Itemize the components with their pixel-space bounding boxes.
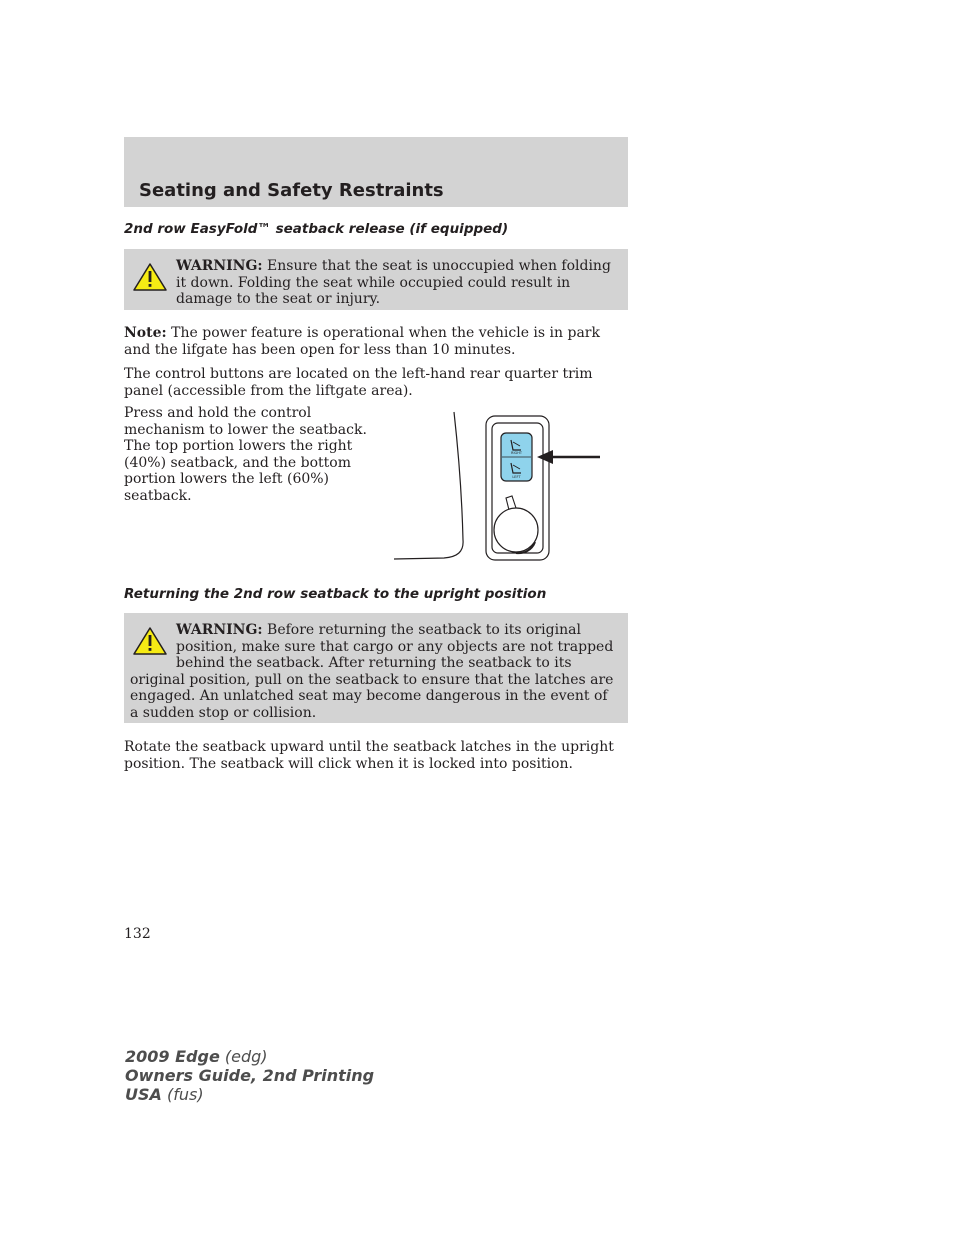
release-knob [494,496,538,553]
warning-label: WARNING: [176,258,263,274]
document-footer [125,1047,374,1104]
footer-market: USA [125,1085,162,1104]
warning-body: Ensure that the seat is unoccupied when folding it down. Folding the seat while occupied could result in damage to the seat or injury. [176,258,611,307]
footer-model-code: (edg) [219,1047,268,1066]
rotate-seatback-paragraph: Rotate the seatback upward until the seatback latches in the upright position. The seatback will click when it is locked into position. [124,739,614,772]
warning-box-returning [124,613,628,723]
section-header-band [124,137,628,207]
section-title: Seating and Safety Restraints [139,180,444,201]
trim-panel-outline [394,412,463,559]
page-number: 132 [124,926,151,942]
warning-text-returning [130,622,616,721]
button-top-label: RIGHT [511,451,522,455]
press-hold-paragraph: Press and hold the control mechanism to lower the seatback. The top portion lowers the right (40%) seatback, and the bottom portion lowers the left (60%) seatback. [124,405,367,504]
warning-triangle-icon [132,626,168,656]
footer-market-code: (fus) [161,1085,204,1104]
footer-guide: Owners Guide, 2nd Printing [125,1066,375,1085]
subheading-easyfold: 2nd row EasyFold™ seatback release (if equipped) [124,221,509,237]
warning-label: WARNING: [176,622,263,638]
note-body: The power feature is operational when the vehicle is in park and the lifgate has been open for less than 10 minutes. [124,325,600,358]
note-label: Note: [124,325,167,341]
pointer-arrow [537,450,600,464]
subheading-returning: Returning the 2nd row seatback to the upright position [124,586,547,602]
warning-box-folding [124,249,628,310]
note-paragraph [124,325,628,358]
controls-location-paragraph: The control buttons are located on the left-hand rear quarter trim panel (accessible from the liftgate area). [124,366,593,399]
control-panel-figure [392,408,607,564]
warning-triangle-icon [132,262,168,292]
warning-text-folding [130,258,616,308]
warning-body: Before returning the seatback to its original position, make sure that cargo or any objects are not trapped behind the seatback. After returning the seatback to its original position, pull on the seatback to ensure that the latches are engaged. An unlatched seat may become dangerous in the event of a sudden stop or collision. [130,622,614,721]
button-bottom-label: LEFT [512,475,521,479]
footer-model: 2009 Edge [125,1047,220,1066]
